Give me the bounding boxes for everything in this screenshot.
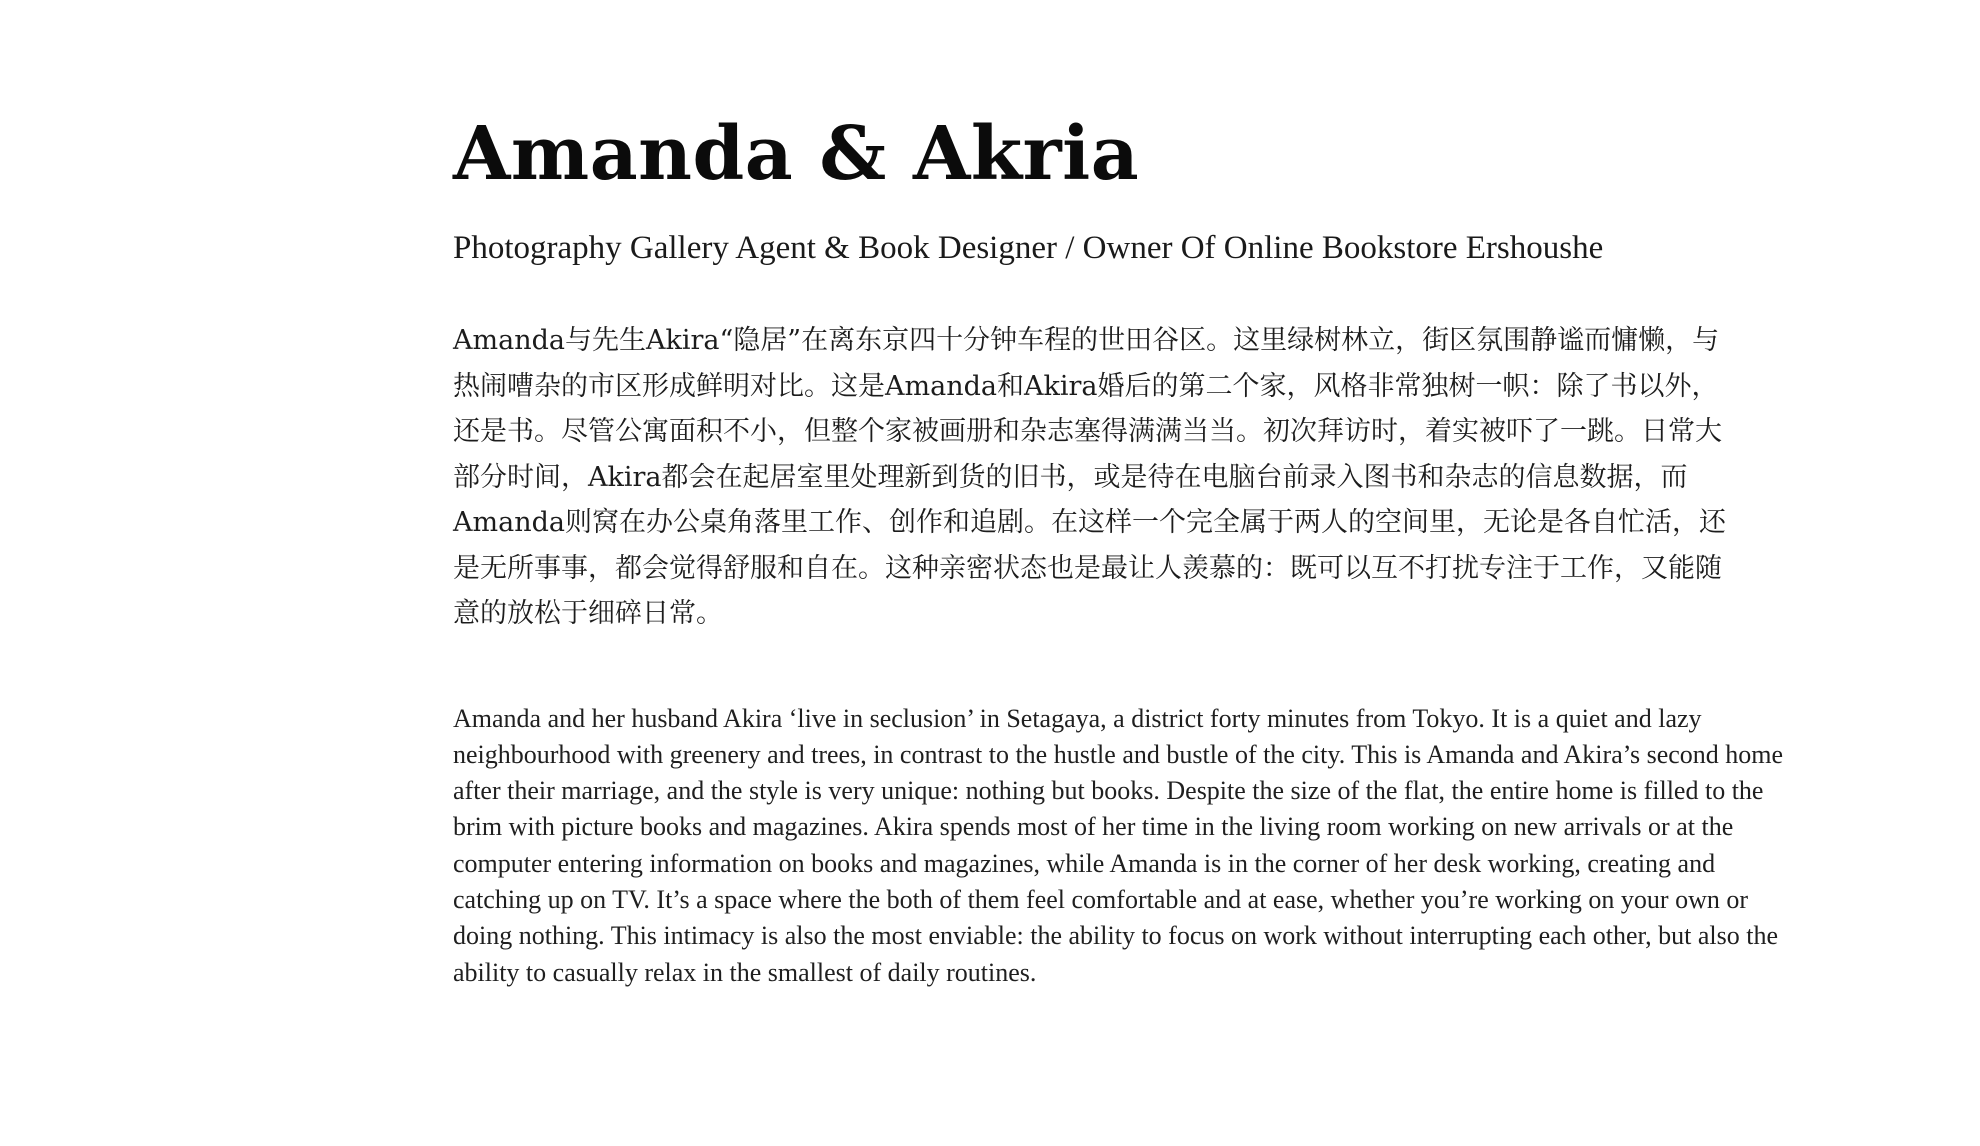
article-subtitle: Photography Gallery Agent & Book Designer / Owner Of Online Bookstore Ershoushe — [453, 230, 1604, 266]
english-paragraph: Amanda and her husband Akira ‘live in seclusion’ in Setagaya, a district forty minutes from Tokyo. It is a quiet and lazy neighbourhood with greenery and trees, in contrast to the hustle and bustle of the city. This is Amanda and Akira’s second home after their marriage, and the style is very unique: nothing but books. Despite the size of the flat, the entire home is filled to the brim with picture books and magazines. Akira spends most of her time in the living room working on new arrivals or at the computer entering information on books and magazines, while Amanda is in the corner of her desk working, creating and catching up on TV. It’s a space where the both of them feel comfortable and at ease, whether you’re working on your own or doing nothing. This intimacy is also the most enviable: the ability to focus on work without interrupting each other, but also the ability to casually relax in the smallest of daily routines. — [453, 703, 1784, 987]
article-title: Amanda & Akria — [453, 111, 1140, 197]
article — [453, 108, 1798, 991]
chinese-paragraph: Amanda与先生Akira“隐居”在离东京四十分钟车程的世田谷区。这里绿树林立，街区氛围静谧而慵懒，与热闹嘈杂的市区形成鲜明对比。这是Amanda和Akira婚后的第二个家，风格非常独树一帜：除了书以外，还是书。尽管公寓面积不小，但整个家被画册和杂志塞得满满当当。初次拜访时，着实被吓了一跳。日常大部分时间，Akira都会在起居室里处理新到货的旧书，或是待在电脑台前录入图书和杂志的信息数据，而Amanda则窝在办公桌角落里工作、创作和追剧。在这样一个完全属于两人的空间里，无论是各自忙活，还是无所事事，都会觉得舒服和自在。这种亲密状态也是最让人羡慕的：既可以互不打扰专注于工作，又能随意的放松于细碎日常。 — [453, 325, 1726, 629]
